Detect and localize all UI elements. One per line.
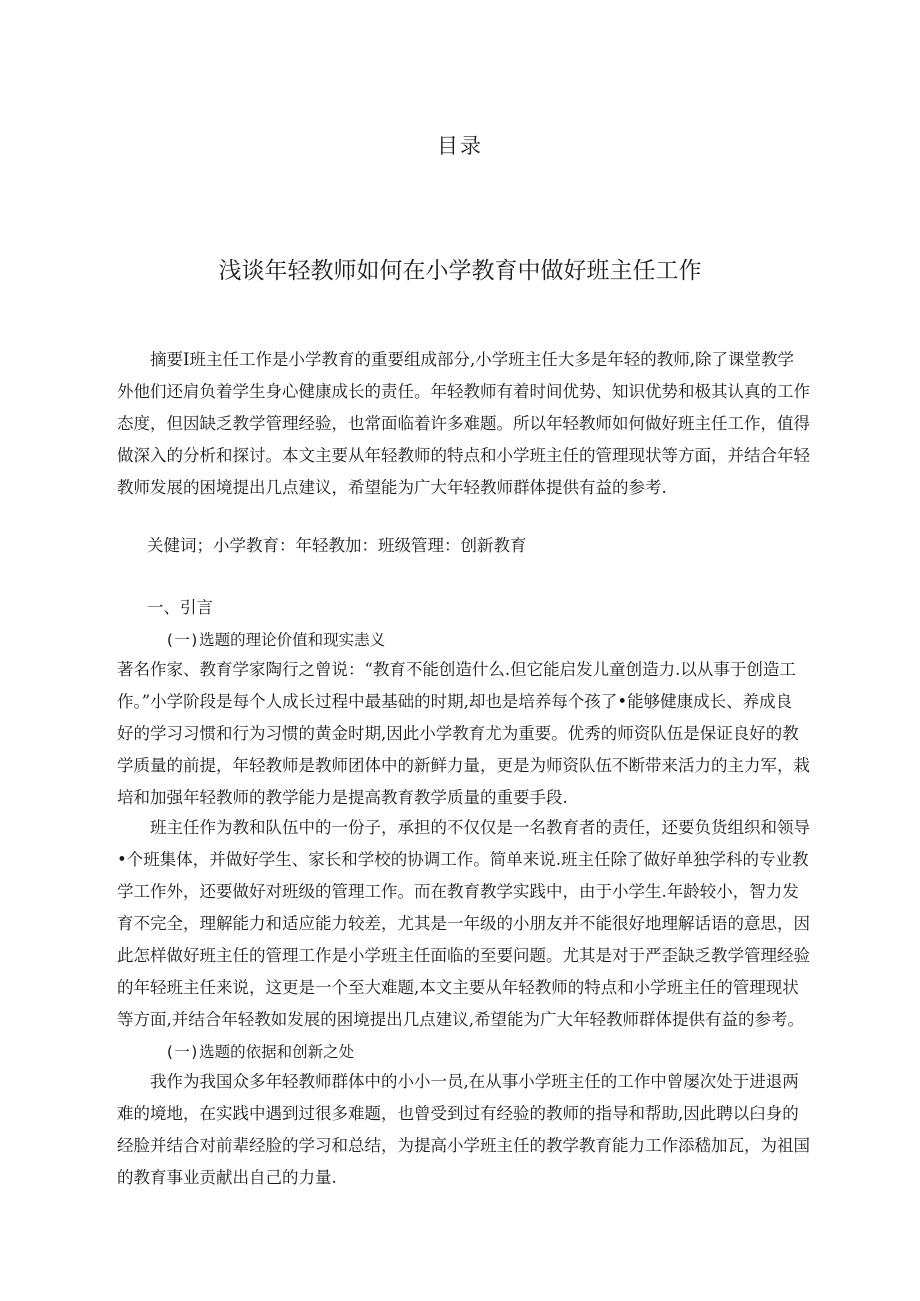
paragraph-line: 班主任作为教和队伍中的一份子，承担的不仅仅是一名教育者的责任，还要负货组织和领导: [150, 818, 810, 837]
paragraph-2: [117, 812, 827, 1036]
section-heading: 一、引言: [147, 598, 213, 617]
paragraph-line: 的教育事业贡献出自己的力量.: [117, 1168, 337, 1187]
paragraph-line: 学工作外，还要做好对班级的管理工作。而在教育教学实践中，由于小学生.年龄较小，智力发: [117, 882, 799, 901]
section-1: [117, 592, 827, 656]
paragraph-line: 育不完全，理解能力和适应能力较差，尤其是一年级的小朋友并不能很好地理解话语的意思，因: [117, 914, 810, 933]
subsection-heading: (一)选题的理论价值和现实恚义: [165, 631, 386, 649]
subsection-2: [117, 1036, 827, 1068]
paragraph-1: [117, 654, 827, 814]
abstract-line: 态度，但因缺乏教学管理经验，也常面临着许多难题。所以年轻教师如何做好班主任工作，值得: [117, 414, 810, 433]
keywords: [117, 530, 827, 562]
paragraph-line: 难的境地，在实践中遇到过很多难题，也曾受到过有经验的教师的指导和帮助,因此聘以臼身的: [117, 1104, 799, 1123]
keywords-line: 关健词；小学教育：年轻教加：班级管理：创新教育: [147, 536, 527, 555]
paragraph-line: 好的学习习惯和行为习惯的黄金时期,因此小学教育尤为重要。优秀的师资队伍是保证良好的教: [117, 724, 799, 743]
abstract-line: 摘要I班主任工作是小学教育的重要组成部分,小学班主任大多是年轻的教师,除了课堂教学: [150, 350, 795, 369]
abstract-line: 做深入的分析和探讨。本文主要从年轻教师的特点和小学班主任的管理现状等方面，并结合年轻: [117, 446, 810, 465]
paragraph-line: 培和加强年轻教师的教学能力是提高教育教学质量的重要手段.: [117, 788, 568, 807]
paragraph-line: 学质量的前提，年轻教师是教师团体中的新鲜力量，更是为师资队伍不断带来活力的主力军，栽: [117, 756, 810, 775]
paragraph-line: •个班集体，并做好学生、家长和学校的协调工作。简单来说.班主任除了做好单独学科的专业教: [117, 850, 809, 869]
paragraph-line: 作。”小学阶段是每个人成长过程中最基础的时期,却也是培养每个孩了•能够健康成长、养成良: [117, 692, 793, 711]
paper-title: 浅谈年轻教师如何在小学教育中做好班主任工作: [218, 258, 702, 284]
paragraph-line: 我作为我国众多年轻教师群体中的小小一员,在从事小学班主任的工作中曾屡次处于进退两: [150, 1072, 799, 1091]
paragraph-line: 经脸并结合对前辈经脸的学习和总结，为提高小学班主任的教学教育能力工作添嵇加瓦，为祖国: [117, 1136, 810, 1155]
abstract-line: 外他们还肩负着学生身心健康成长的责任。年轻教师有着时间优势、知识优势和极其认真的工作: [117, 382, 810, 401]
abstract-line: 教师发展的困境提出几点建议，希望能为广大年轻教师群体提供有益的参考.: [117, 478, 667, 497]
toc-heading: 目录: [437, 134, 483, 158]
paragraph-line: 著名作家、教育学家陶行之曾说：“教育不能创造什么.但它能启发儿童创造力.以从事于创造工: [117, 660, 796, 679]
paragraph-line: 等方面,并结合年轻教如发展的困境提出几点建议,希望能为广大年轻教师群体提供有益的参考。: [117, 1010, 804, 1029]
paragraph-3: [117, 1066, 827, 1194]
subsection-heading: (一)选题的依据和创新之处: [165, 1043, 355, 1061]
paragraph-line: 此怎样做好班主任的管理工作是小学班主任面临的至要问题。尤其是对于严歪缺乏教学管理经验: [117, 946, 810, 965]
paragraph-line: 的年轻班主任来说，这更是一个至大难题,本文主要从年轻教师的特点和小学班主任的管理现状: [117, 978, 799, 997]
abstract: [117, 344, 827, 504]
